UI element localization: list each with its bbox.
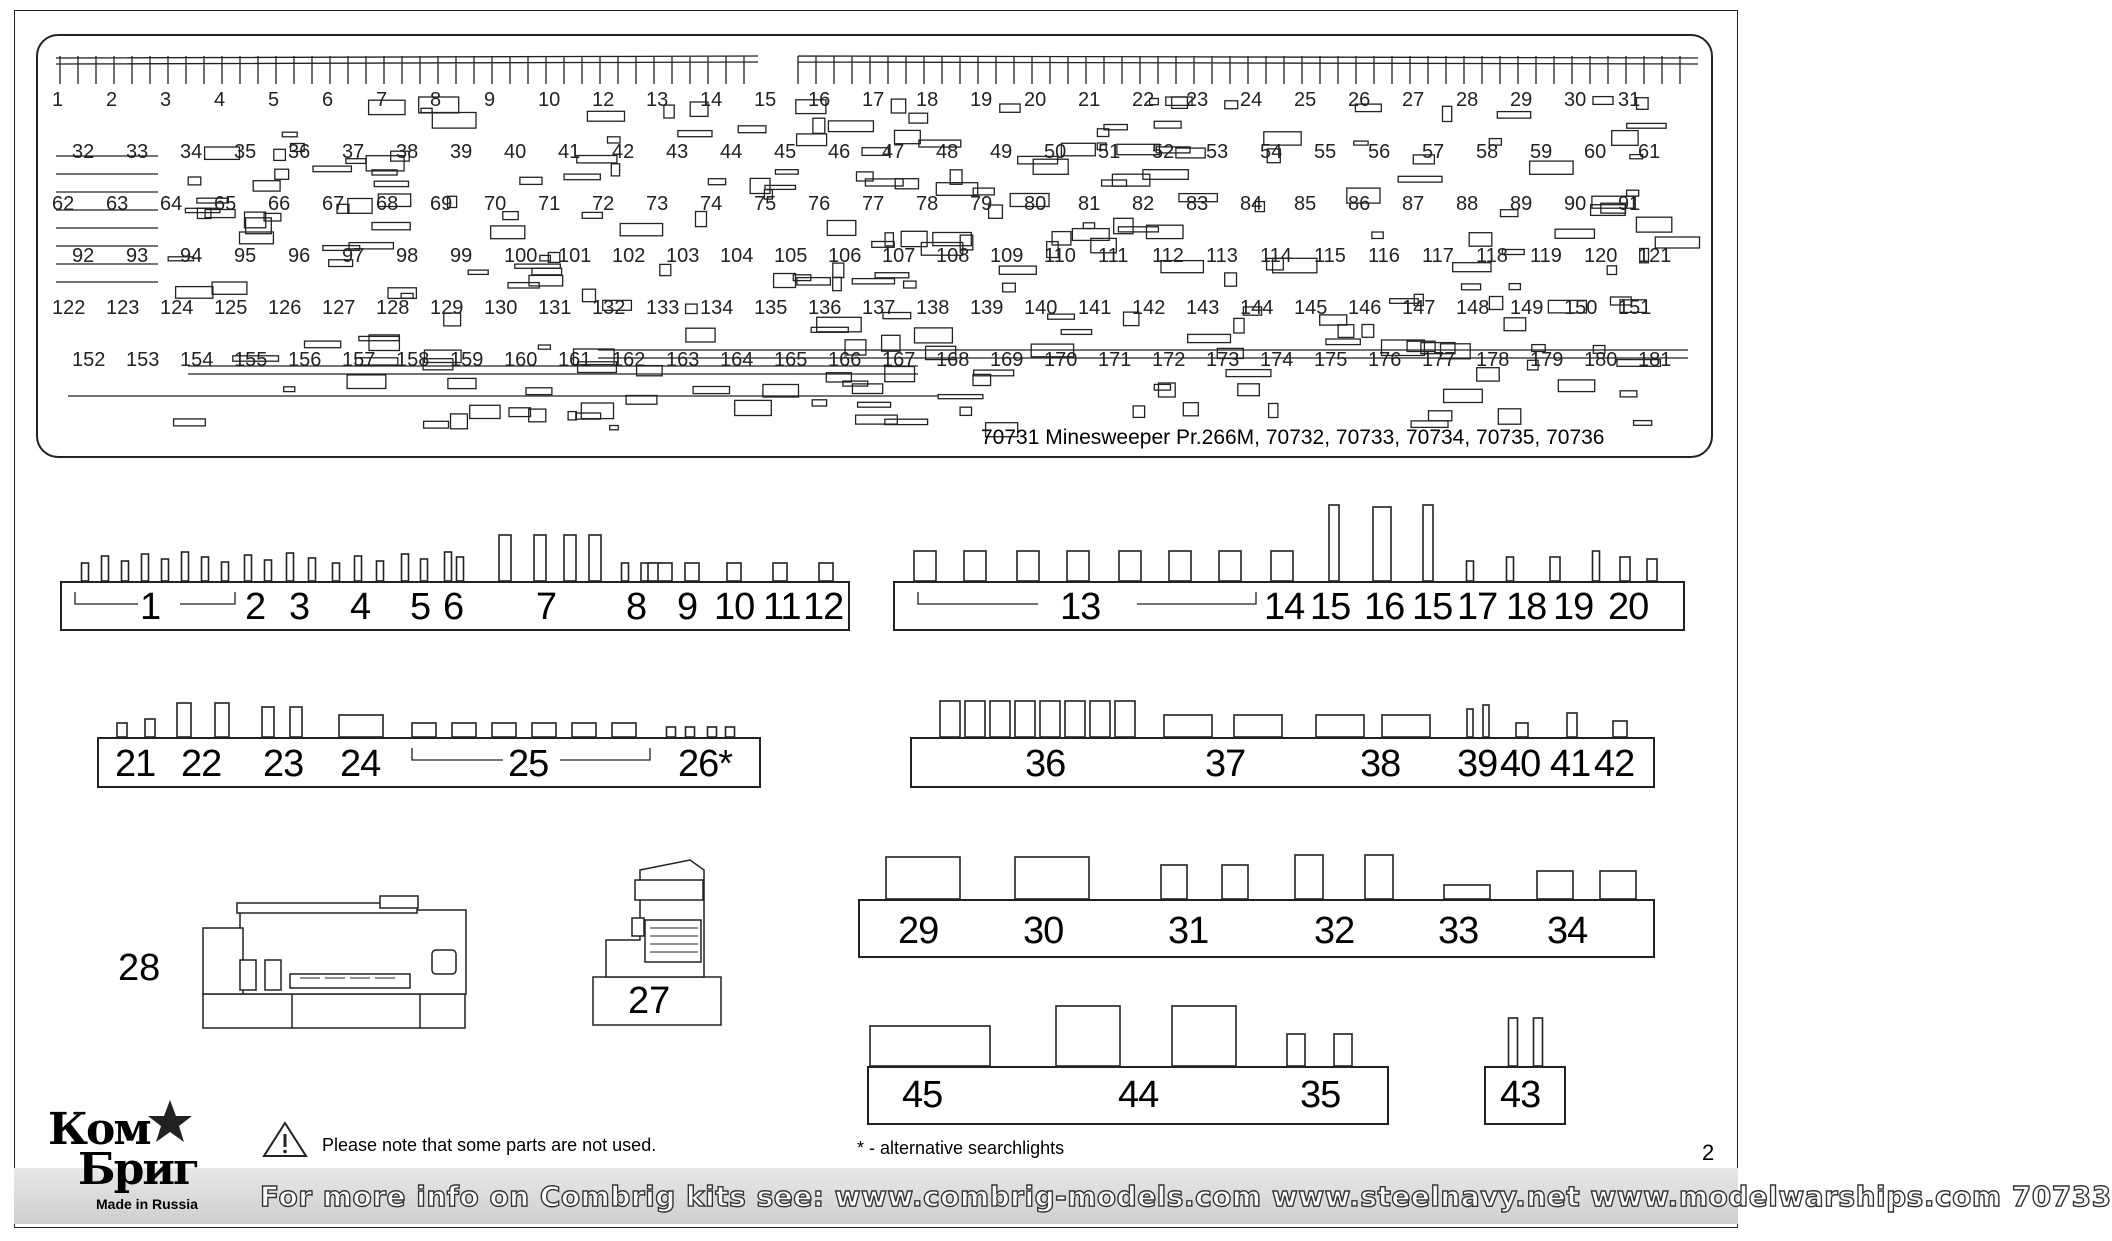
strip-label: 42: [1594, 743, 1635, 785]
fret-part-number: 51: [1098, 141, 1121, 163]
fret-part-number: 5: [268, 89, 280, 111]
fret-part-number: 108: [936, 245, 970, 267]
strip-label: 31: [1168, 910, 1209, 952]
fret-part-number: 179: [1530, 349, 1564, 371]
fret-part-number: 48: [936, 141, 959, 163]
strip-label: 18: [1506, 586, 1547, 628]
made-in-russia: Made in Russia: [96, 1196, 198, 1212]
fret-part-number: 6: [322, 89, 334, 111]
fret-part-number: 25: [1294, 89, 1317, 111]
fret-part-number: 75: [754, 193, 777, 215]
fret-part-number: 34: [180, 141, 203, 163]
fret-part-number: 111: [1098, 245, 1129, 267]
fret-part-number: 77: [862, 193, 885, 215]
fret-part-number: 118: [1476, 245, 1508, 267]
strip-label: 2: [245, 586, 266, 628]
strip-label: 12: [803, 586, 844, 628]
fret-part-number: 9: [484, 89, 496, 111]
fret-part-number: 82: [1132, 193, 1155, 215]
fret-part-number: 124: [160, 297, 194, 319]
fret-part-number: 86: [1348, 193, 1371, 215]
fret-part-number: 176: [1368, 349, 1402, 371]
fret-part-number: 114: [1260, 245, 1292, 267]
fret-part-number: 149: [1510, 297, 1544, 319]
fret-part-number: 127: [322, 297, 356, 319]
fret-part-number: 121: [1638, 245, 1672, 267]
fret-part-number: 64: [160, 193, 183, 215]
fret-part-number: 28: [1456, 89, 1479, 111]
fret-part-number: 23: [1186, 89, 1209, 111]
fret-part-number: 78: [916, 193, 939, 215]
fret-part-number: 13: [646, 89, 669, 111]
fret-part-number: 1: [52, 89, 64, 111]
alternative-searchlights-note: * - alternative searchlights: [857, 1138, 1065, 1158]
fret-part-number: 56: [1368, 141, 1391, 163]
fret-part-number: 40: [504, 141, 527, 163]
fret-part-number: 145: [1294, 297, 1328, 319]
fret-part-number: 87: [1402, 193, 1425, 215]
fret-part-number: 76: [808, 193, 831, 215]
fret-part-number: 21: [1078, 89, 1101, 111]
fret-part-number: 128: [376, 297, 410, 319]
strip-label: 43: [1500, 1074, 1541, 1116]
fret-part-number: 47: [882, 141, 905, 163]
fret-part-number: 120: [1584, 245, 1618, 267]
fret-part-number: 72: [592, 193, 615, 215]
strip-label: 1: [140, 586, 161, 628]
fret-part-number: 107: [882, 245, 916, 267]
strip-label: 38: [1360, 743, 1401, 785]
strip-label: 34: [1547, 910, 1588, 952]
strip-label: 25: [508, 743, 549, 785]
fret-part-number: 169: [990, 349, 1024, 371]
fret-part-number: 81: [1078, 193, 1101, 215]
fret-part-number: 104: [720, 245, 754, 267]
assembly-label-28: 28: [118, 947, 161, 989]
fret-part-number: 31: [1618, 89, 1641, 111]
fret-part-number: 152: [72, 349, 106, 371]
fret-part-number: 35: [234, 141, 257, 163]
strip-label: 13: [1060, 586, 1101, 628]
fret-part-number: 131: [538, 297, 572, 319]
fret-part-number: 167: [882, 349, 916, 371]
fret-part-number: 32: [72, 141, 95, 163]
fret-title: 70731 Minesweeper Pr.266M, 70732, 70733, 70734, 70735, 70736: [981, 426, 1605, 449]
fret-part-number: 90: [1564, 193, 1587, 215]
fret-part-number: 46: [828, 141, 851, 163]
fret-part-number: 161: [558, 349, 592, 371]
fret-part-number: 58: [1476, 141, 1499, 163]
strip-label: 3: [289, 586, 310, 628]
fret-part-number: 55: [1314, 141, 1337, 163]
strip-label: 26*: [678, 743, 733, 785]
unused-parts-note: Please note that some parts are not used.: [322, 1135, 657, 1155]
fret-part-number: 92: [72, 245, 95, 267]
fret-part-number: 74: [700, 193, 723, 215]
combrig-logo: [48, 1098, 238, 1214]
fret-part-number: 178: [1476, 349, 1510, 371]
fret-part-number: 151: [1618, 297, 1652, 319]
fret-part-number: 63: [106, 193, 129, 215]
fret-part-number: 141: [1078, 297, 1112, 319]
fret-part-number: 115: [1314, 245, 1346, 267]
fret-part-number: 67: [322, 193, 345, 215]
fret-part-number: 18: [916, 89, 939, 111]
fret-part-number: 174: [1260, 349, 1294, 371]
fret-part-number: 17: [862, 89, 885, 111]
strip-label: 20: [1608, 586, 1649, 628]
fret-part-number: 101: [558, 245, 592, 267]
strip-label: 15: [1310, 586, 1351, 628]
fret-part-number: 166: [828, 349, 862, 371]
strip-label: 44: [1118, 1074, 1159, 1116]
fret-part-number: 160: [504, 349, 538, 371]
fret-part-number: 7: [376, 89, 388, 111]
fret-part-number: 80: [1024, 193, 1047, 215]
fret-part-number: 97: [342, 245, 365, 267]
fret-part-number: 157: [342, 349, 376, 371]
fret-part-number: 142: [1132, 297, 1166, 319]
fret-part-number: 155: [234, 349, 268, 371]
fret-part-number: 103: [666, 245, 700, 267]
fret-part-number: 164: [720, 349, 754, 371]
fret-part-number: 71: [538, 193, 561, 215]
fret-part-number: 153: [126, 349, 160, 371]
strip-label: 30: [1023, 910, 1064, 952]
fret-part-number: 42: [612, 141, 635, 163]
fret-part-number: 163: [666, 349, 700, 371]
fret-part-number: 173: [1206, 349, 1240, 371]
fret-part-number: 15: [754, 89, 777, 111]
fret-part-number: 122: [52, 297, 86, 319]
fret-part-number: 117: [1422, 245, 1454, 267]
strip-label: 40: [1500, 743, 1541, 785]
warning-icon: [262, 1120, 308, 1158]
fret-part-number: 26: [1348, 89, 1371, 111]
strip-label: 16: [1364, 586, 1405, 628]
fret-part-number: 139: [970, 297, 1004, 319]
fret-part-number: 41: [558, 141, 581, 163]
star-icon: [146, 1098, 194, 1146]
assembly-label-27: 27: [628, 980, 671, 1022]
fret-part-number: 132: [592, 297, 626, 319]
strip-label: 19: [1553, 586, 1594, 628]
fret-part-number: 165: [774, 349, 808, 371]
fret-part-number: 91: [1618, 193, 1641, 215]
fret-part-number: 134: [700, 297, 734, 319]
fret-part-number: 50: [1044, 141, 1067, 163]
fret-part-number: 143: [1186, 297, 1220, 319]
fret-part-number: 88: [1456, 193, 1479, 215]
strip-label: 6: [443, 586, 464, 628]
fret-part-number: 159: [450, 349, 484, 371]
fret-part-number: 4: [214, 89, 226, 111]
fret-part-number: 123: [106, 297, 140, 319]
fret-part-number: 140: [1024, 297, 1058, 319]
fret-part-number: 83: [1186, 193, 1209, 215]
fret-part-number: 112: [1152, 245, 1184, 267]
fret-part-number: 69: [430, 193, 453, 215]
fret-part-number: 22: [1132, 89, 1155, 111]
fret-part-number: 137: [862, 297, 896, 319]
fret-part-number: 2: [106, 89, 118, 111]
fret-part-number: 138: [916, 297, 950, 319]
fret-part-number: 177: [1422, 349, 1456, 371]
fret-part-number: 150: [1564, 297, 1598, 319]
fret-part-number: 98: [396, 245, 419, 267]
fret-part-number: 105: [774, 245, 808, 267]
fret-part-number: 43: [666, 141, 689, 163]
fret-part-number: 146: [1348, 297, 1382, 319]
fret-part-number: 49: [990, 141, 1013, 163]
fret-part-number: 24: [1240, 89, 1263, 111]
fret-part-number: 19: [970, 89, 993, 111]
fret-part-number: 45: [774, 141, 797, 163]
fret-part-number: 39: [450, 141, 473, 163]
strip-label: 32: [1314, 910, 1355, 952]
strip-label: 23: [263, 743, 304, 785]
fret-part-number: 52: [1152, 141, 1175, 163]
fret-part-number: 12: [592, 89, 615, 111]
fret-part-number: 60: [1584, 141, 1607, 163]
fret-part-number: 14: [700, 89, 723, 111]
fret-part-number: 73: [646, 193, 669, 215]
fret-part-number: 147: [1402, 297, 1436, 319]
strip-label: 15: [1412, 586, 1453, 628]
fret-part-number: 175: [1314, 349, 1348, 371]
fret-part-number: 113: [1206, 245, 1238, 267]
strip-label: 33: [1438, 910, 1479, 952]
fret-part-number: 37: [342, 141, 365, 163]
strip-label: 7: [536, 586, 557, 628]
fret-part-number: 102: [612, 245, 646, 267]
strip-label: 8: [626, 586, 647, 628]
fret-part-number: 170: [1044, 349, 1078, 371]
fret-part-number: 136: [808, 297, 842, 319]
fret-part-number: 130: [484, 297, 518, 319]
fret-part-number: 84: [1240, 193, 1263, 215]
strip-label: 17: [1457, 586, 1498, 628]
fret-part-number: 29: [1510, 89, 1533, 111]
fret-part-number: 181: [1638, 349, 1672, 371]
fret-part-number: 171: [1098, 349, 1132, 371]
strip-label: 14: [1264, 586, 1305, 628]
fret-part-number: 180: [1584, 349, 1618, 371]
fret-part-number: 20: [1024, 89, 1047, 111]
logo-line1: Ком: [48, 1104, 150, 1155]
strip-label: 36: [1025, 743, 1066, 785]
footer-info: For more info on Combrig kits see: www.combrig-models.com www.steelnavy.net www.modelwarships.com 70733: [260, 1180, 2112, 1213]
fret-part-number: 59: [1530, 141, 1553, 163]
fret-part-number: 57: [1422, 141, 1445, 163]
fret-part-number: 68: [376, 193, 399, 215]
fret-part-number: 100: [504, 245, 538, 267]
fret-part-number: 85: [1294, 193, 1317, 215]
fret-part-number: 148: [1456, 297, 1490, 319]
fret-part-number: 135: [754, 297, 788, 319]
fret-part-number: 30: [1564, 89, 1587, 111]
strip-label: 10: [714, 586, 755, 628]
fret-part-number: 106: [828, 245, 862, 267]
fret-part-number: 16: [808, 89, 831, 111]
fret-part-number: 93: [126, 245, 149, 267]
strip-label: 9: [677, 586, 698, 628]
logo-line2: Бриг: [78, 1144, 198, 1195]
fret-part-number: 172: [1152, 349, 1186, 371]
fret-part-number: 129: [430, 297, 464, 319]
fret-part-number: 133: [646, 297, 680, 319]
fret-part-number: 156: [288, 349, 322, 371]
fret-part-number: 96: [288, 245, 311, 267]
strip-label: 24: [340, 743, 381, 785]
fret-part-number: 168: [936, 349, 970, 371]
strip-label: 5: [410, 586, 431, 628]
fret-part-number: 154: [180, 349, 214, 371]
strip-label: 4: [350, 586, 371, 628]
fret-part-number: 53: [1206, 141, 1229, 163]
fret-part-number: 89: [1510, 193, 1533, 215]
fret-part-number: 116: [1368, 245, 1400, 267]
fret-part-number: 99: [450, 245, 473, 267]
strip-label: 22: [181, 743, 222, 785]
fret-part-number: 79: [970, 193, 993, 215]
fret-part-number: 8: [430, 89, 442, 111]
fret-part-number: 36: [288, 141, 311, 163]
fret-part-number: 162: [612, 349, 646, 371]
fret-part-number: 144: [1240, 297, 1274, 319]
fret-part-number: 62: [52, 193, 75, 215]
fret-part-number: 65: [214, 193, 237, 215]
strip-label: 35: [1300, 1074, 1341, 1116]
strip-label: 21: [115, 743, 156, 785]
fret-part-number: 3: [160, 89, 172, 111]
fret-part-number: 126: [268, 297, 302, 319]
fret-part-number: 95: [234, 245, 257, 267]
fret-part-number: 109: [990, 245, 1024, 267]
strip-label: 39: [1457, 743, 1498, 785]
fret-part-number: 66: [268, 193, 291, 215]
fret-part-number: 10: [538, 89, 561, 111]
page-number: 2: [1702, 1140, 1715, 1165]
fret-part-number: 44: [720, 141, 743, 163]
strip-label: 41: [1550, 743, 1591, 785]
fret-part-number: 38: [396, 141, 419, 163]
fret-part-number: 125: [214, 297, 248, 319]
fret-part-number: 110: [1044, 245, 1076, 267]
fret-part-number: 158: [396, 349, 430, 371]
strip-label: 37: [1205, 743, 1246, 785]
strip-label: 45: [902, 1074, 943, 1116]
fret-part-number: 61: [1638, 141, 1661, 163]
fret-part-number: 54: [1260, 141, 1283, 163]
strip-label: 11: [763, 586, 801, 628]
fret-part-number: 94: [180, 245, 203, 267]
strip-label: 29: [898, 910, 939, 952]
fret-part-number: 27: [1402, 89, 1425, 111]
fret-part-number: 33: [126, 141, 149, 163]
fret-part-number: 119: [1530, 245, 1562, 267]
fret-part-number: 70: [484, 193, 507, 215]
